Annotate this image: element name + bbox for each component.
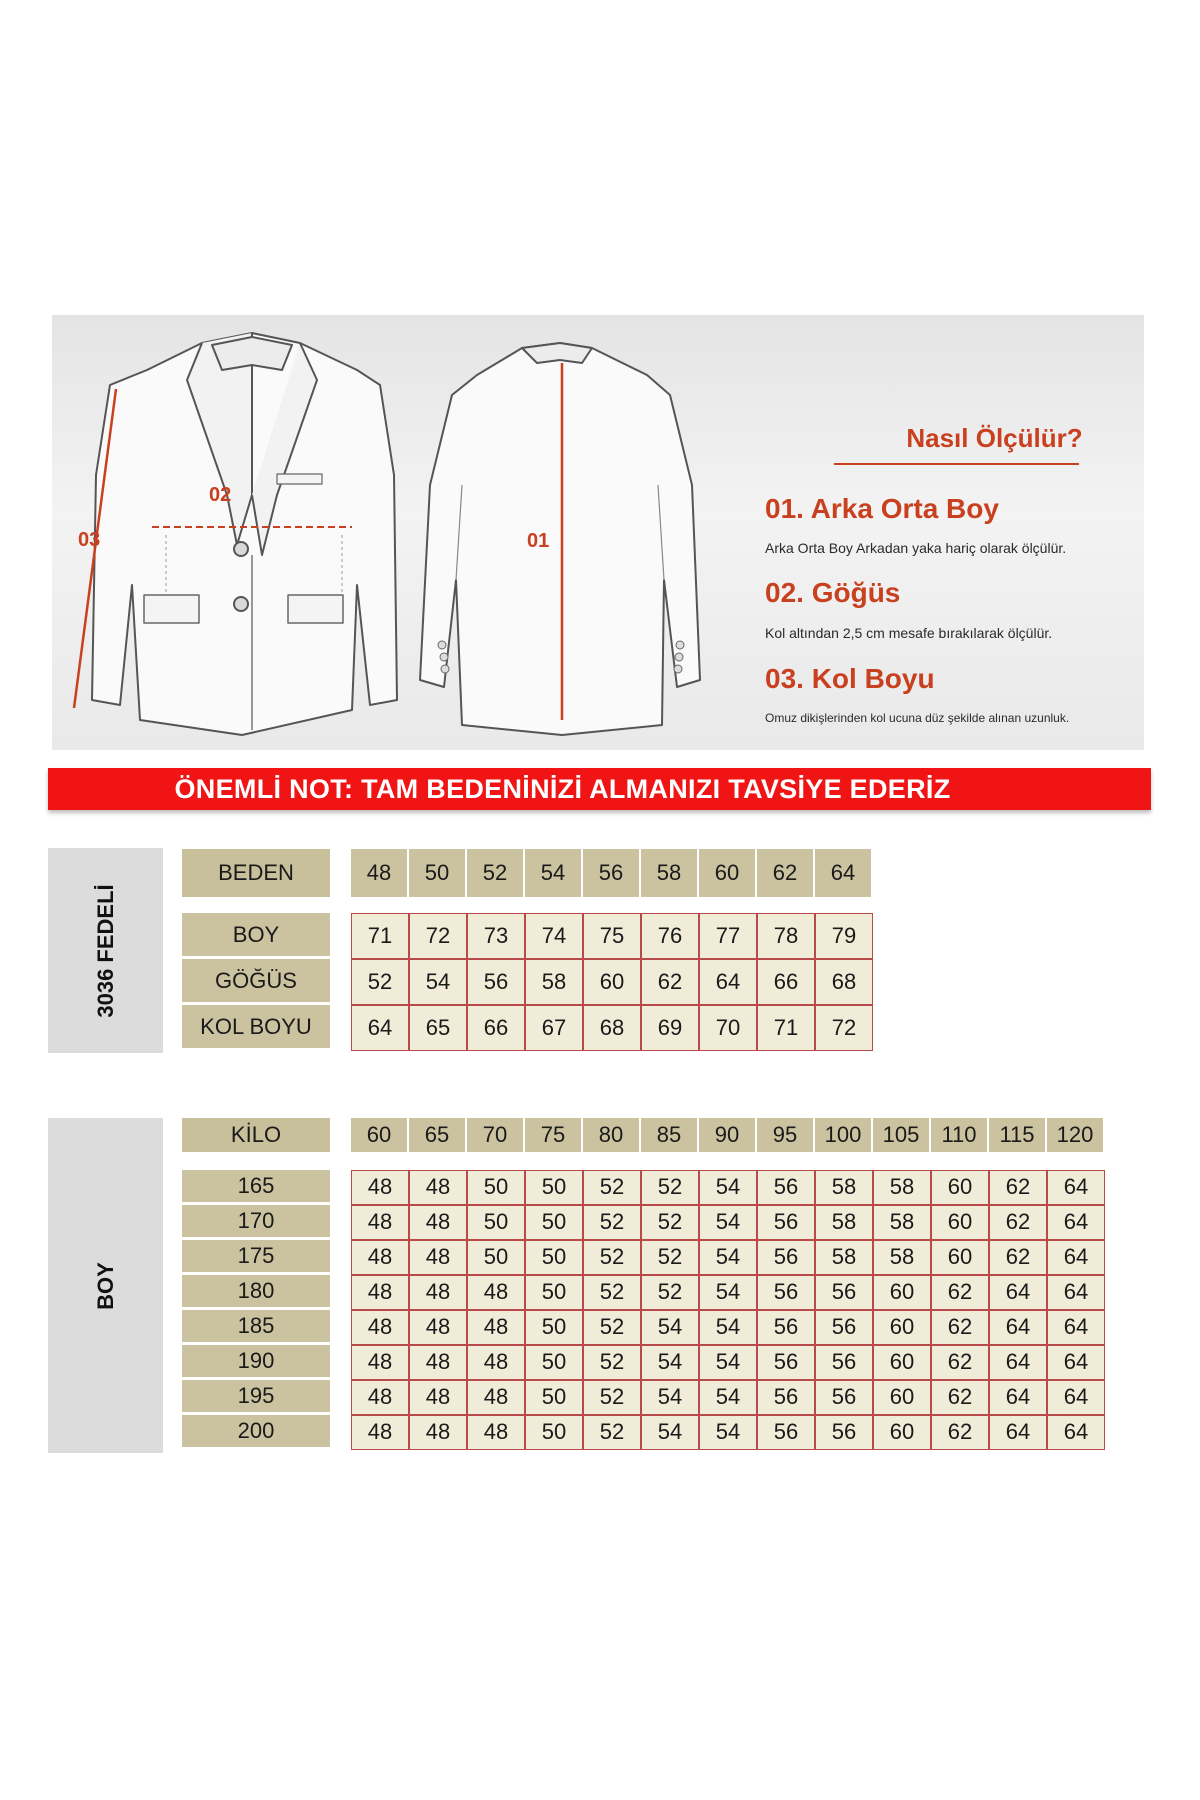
table-cell: 50 — [525, 1345, 583, 1380]
table-cell: 50 — [467, 1170, 525, 1205]
row-label: KOL BOYU — [182, 1005, 330, 1048]
row-label: BOY — [182, 913, 330, 956]
table-cell: 54 — [699, 1415, 757, 1450]
table-cell: 58 — [525, 959, 583, 1005]
table-cell: 56 — [815, 1345, 873, 1380]
table-cell: 48 — [409, 1415, 467, 1450]
header-cell: 60 — [699, 849, 755, 897]
header-cell: 48 — [351, 849, 407, 897]
table-cell: 62 — [641, 959, 699, 1005]
step-1-description: Arka Orta Boy Arkadan yaka hariç olarak ölçülür. — [765, 540, 1067, 556]
table-cell: 54 — [699, 1205, 757, 1240]
header-label: BEDEN — [182, 849, 330, 897]
table-cell: 72 — [815, 1005, 873, 1051]
table-cell: 52 — [641, 1170, 699, 1205]
table-cell: 60 — [873, 1415, 931, 1450]
table-cell: 67 — [525, 1005, 583, 1051]
table-cell: 64 — [989, 1310, 1047, 1345]
table-cell: 66 — [467, 1005, 525, 1051]
table-cell: 58 — [815, 1240, 873, 1275]
table-cell: 48 — [351, 1345, 409, 1380]
table-cell: 48 — [409, 1205, 467, 1240]
table-cell: 54 — [641, 1310, 699, 1345]
table-cell: 52 — [641, 1205, 699, 1240]
important-note-banner — [48, 768, 1151, 810]
table-cell: 56 — [815, 1275, 873, 1310]
header-cell: 65 — [409, 1118, 465, 1152]
table-cell: 48 — [409, 1345, 467, 1380]
header-cell: 64 — [815, 849, 871, 897]
row-label: GÖĞÜS — [182, 959, 330, 1002]
table-cell: 58 — [873, 1240, 931, 1275]
table-cell: 72 — [409, 913, 467, 959]
jacket-diagram — [52, 315, 1144, 750]
table-cell: 48 — [467, 1345, 525, 1380]
front-jacket-illustration — [92, 333, 397, 735]
table-cell: 50 — [525, 1205, 583, 1240]
table-cell: 54 — [699, 1170, 757, 1205]
table-cell: 62 — [989, 1170, 1047, 1205]
header-cell: 54 — [525, 849, 581, 897]
label-03: 03 — [78, 529, 101, 551]
table-cell: 48 — [351, 1170, 409, 1205]
table-cell: 62 — [931, 1275, 989, 1310]
header-cell: 70 — [467, 1118, 523, 1152]
table-cell: 60 — [873, 1275, 931, 1310]
table-cell: 50 — [467, 1205, 525, 1240]
header-cell: 105 — [873, 1118, 929, 1152]
table-cell: 64 — [1047, 1345, 1105, 1380]
table-cell: 60 — [873, 1310, 931, 1345]
table-cell: 52 — [583, 1275, 641, 1310]
header-cell: 62 — [757, 849, 813, 897]
size-table-model-label: 3036 FEDELİ — [92, 883, 118, 1018]
table-cell: 56 — [815, 1380, 873, 1415]
table-cell: 64 — [1047, 1205, 1105, 1240]
table-cell: 48 — [409, 1310, 467, 1345]
table-cell: 64 — [1047, 1275, 1105, 1310]
table-cell: 56 — [757, 1240, 815, 1275]
table-cell: 52 — [641, 1275, 699, 1310]
table-cell: 66 — [757, 959, 815, 1005]
table-cell: 50 — [525, 1310, 583, 1345]
header-cell: 60 — [351, 1118, 407, 1152]
row-label: 170 — [182, 1205, 330, 1237]
table-cell: 48 — [351, 1380, 409, 1415]
table-cell: 73 — [467, 913, 525, 959]
table-cell: 52 — [583, 1170, 641, 1205]
header-cell: 58 — [641, 849, 697, 897]
table-cell: 48 — [409, 1170, 467, 1205]
table-cell: 56 — [757, 1170, 815, 1205]
table-cell: 76 — [641, 913, 699, 959]
table-cell: 62 — [931, 1415, 989, 1450]
header-cell: 80 — [583, 1118, 639, 1152]
back-jacket-illustration — [420, 343, 700, 735]
table-cell: 56 — [757, 1380, 815, 1415]
table-cell: 56 — [757, 1310, 815, 1345]
table-cell: 52 — [351, 959, 409, 1005]
table-cell: 48 — [409, 1380, 467, 1415]
table-cell: 60 — [583, 959, 641, 1005]
label-02: 02 — [209, 484, 232, 506]
row-label: 190 — [182, 1345, 330, 1377]
table-cell: 52 — [583, 1345, 641, 1380]
important-note-text: ÖNEMLİ NOT: TAM BEDENİNİZİ ALMANIZI TAVSİYE EDERİZ — [174, 774, 951, 804]
row-label: 165 — [182, 1170, 330, 1202]
row-label: 195 — [182, 1380, 330, 1412]
weight-table-side-label — [48, 1118, 163, 1453]
table-cell: 54 — [699, 1275, 757, 1310]
table-cell: 64 — [1047, 1415, 1105, 1450]
table-cell: 50 — [525, 1415, 583, 1450]
table-cell: 79 — [815, 913, 873, 959]
table-cell: 60 — [931, 1205, 989, 1240]
table-cell: 54 — [641, 1415, 699, 1450]
table-cell: 56 — [757, 1205, 815, 1240]
table-cell: 50 — [525, 1275, 583, 1310]
header-cell: 115 — [989, 1118, 1045, 1152]
row-label: 180 — [182, 1275, 330, 1307]
header-cell: 52 — [467, 849, 523, 897]
row-label: 175 — [182, 1240, 330, 1272]
table-cell: 52 — [583, 1415, 641, 1450]
table-cell: 54 — [641, 1345, 699, 1380]
table-cell: 62 — [931, 1310, 989, 1345]
table-cell: 60 — [873, 1345, 931, 1380]
table-cell: 74 — [525, 913, 583, 959]
table-cell: 54 — [641, 1380, 699, 1415]
table-cell: 52 — [583, 1205, 641, 1240]
table-cell: 52 — [583, 1380, 641, 1415]
step-3-description: Omuz dikişlerinden kol ucuna düz şekilde alınan uzunluk. — [765, 711, 1070, 725]
table-cell: 56 — [815, 1310, 873, 1345]
table-cell: 48 — [467, 1380, 525, 1415]
header-cell: 110 — [931, 1118, 987, 1152]
table-cell: 48 — [467, 1275, 525, 1310]
table-cell: 68 — [815, 959, 873, 1005]
table-cell: 70 — [699, 1005, 757, 1051]
table-cell: 62 — [989, 1240, 1047, 1275]
header-cell: 56 — [583, 849, 639, 897]
table-cell: 48 — [409, 1275, 467, 1310]
header-cell: 90 — [699, 1118, 755, 1152]
table-cell: 54 — [699, 1310, 757, 1345]
table-cell: 77 — [699, 913, 757, 959]
table-cell: 56 — [757, 1415, 815, 1450]
table-cell: 54 — [699, 1240, 757, 1275]
table-cell: 62 — [931, 1345, 989, 1380]
title-underline — [834, 463, 1079, 465]
table-cell: 48 — [467, 1310, 525, 1345]
step-2-description: Kol altından 2,5 cm mesafe bırakılarak ölçülür. — [765, 625, 1053, 641]
table-cell: 48 — [351, 1240, 409, 1275]
step-2-heading: 02. Göğüs — [765, 577, 901, 608]
header-cell: 120 — [1047, 1118, 1103, 1152]
table-cell: 50 — [525, 1170, 583, 1205]
table-cell: 64 — [1047, 1380, 1105, 1415]
table-cell: 78 — [757, 913, 815, 959]
table-cell: 71 — [351, 913, 409, 959]
table-cell: 48 — [351, 1205, 409, 1240]
label-01: 01 — [527, 530, 550, 552]
measurement-guide-panel — [52, 315, 1144, 750]
table-cell: 64 — [1047, 1240, 1105, 1275]
table-cell: 58 — [815, 1205, 873, 1240]
table-cell: 64 — [351, 1005, 409, 1051]
table-cell: 68 — [583, 1005, 641, 1051]
step-1-heading: 01. Arka Orta Boy — [765, 493, 999, 524]
header-cell: 95 — [757, 1118, 813, 1152]
table-cell: 58 — [873, 1170, 931, 1205]
size-table-side-label — [48, 848, 163, 1053]
table-cell: 48 — [467, 1415, 525, 1450]
table-cell: 48 — [351, 1275, 409, 1310]
table-cell: 64 — [989, 1415, 1047, 1450]
table-cell: 48 — [351, 1415, 409, 1450]
table-cell: 54 — [699, 1345, 757, 1380]
table-cell: 71 — [757, 1005, 815, 1051]
header-cell: 75 — [525, 1118, 581, 1152]
weight-table-height-label: BOY — [92, 1261, 118, 1310]
how-to-measure-title: Nasıl Ölçülür? — [906, 423, 1083, 453]
header-cell: 85 — [641, 1118, 697, 1152]
table-cell: 56 — [467, 959, 525, 1005]
table-cell: 52 — [641, 1240, 699, 1275]
table-cell: 64 — [1047, 1310, 1105, 1345]
table-cell: 50 — [525, 1380, 583, 1415]
table-cell: 54 — [409, 959, 467, 1005]
table-cell: 56 — [815, 1415, 873, 1450]
table-cell: 62 — [989, 1205, 1047, 1240]
header-cell: 50 — [409, 849, 465, 897]
header-label: KİLO — [182, 1118, 330, 1152]
table-cell: 50 — [467, 1240, 525, 1275]
table-cell: 60 — [873, 1380, 931, 1415]
table-cell: 56 — [757, 1345, 815, 1380]
table-cell: 52 — [583, 1240, 641, 1275]
table-cell: 48 — [409, 1240, 467, 1275]
table-cell: 48 — [351, 1310, 409, 1345]
table-cell: 69 — [641, 1005, 699, 1051]
table-cell: 54 — [699, 1380, 757, 1415]
table-cell: 60 — [931, 1170, 989, 1205]
table-cell: 64 — [1047, 1170, 1105, 1205]
step-3-heading: 03. Kol Boyu — [765, 663, 935, 694]
row-label: 200 — [182, 1415, 330, 1447]
table-cell: 56 — [757, 1275, 815, 1310]
table-cell: 58 — [815, 1170, 873, 1205]
table-cell: 62 — [931, 1380, 989, 1415]
table-cell: 58 — [873, 1205, 931, 1240]
table-cell: 64 — [989, 1380, 1047, 1415]
row-label: 185 — [182, 1310, 330, 1342]
table-cell: 64 — [699, 959, 757, 1005]
header-cell: 100 — [815, 1118, 871, 1152]
table-cell: 50 — [525, 1240, 583, 1275]
table-cell: 60 — [931, 1240, 989, 1275]
table-cell: 64 — [989, 1275, 1047, 1310]
table-cell: 52 — [583, 1310, 641, 1345]
table-cell: 65 — [409, 1005, 467, 1051]
table-cell: 75 — [583, 913, 641, 959]
table-cell: 64 — [989, 1345, 1047, 1380]
